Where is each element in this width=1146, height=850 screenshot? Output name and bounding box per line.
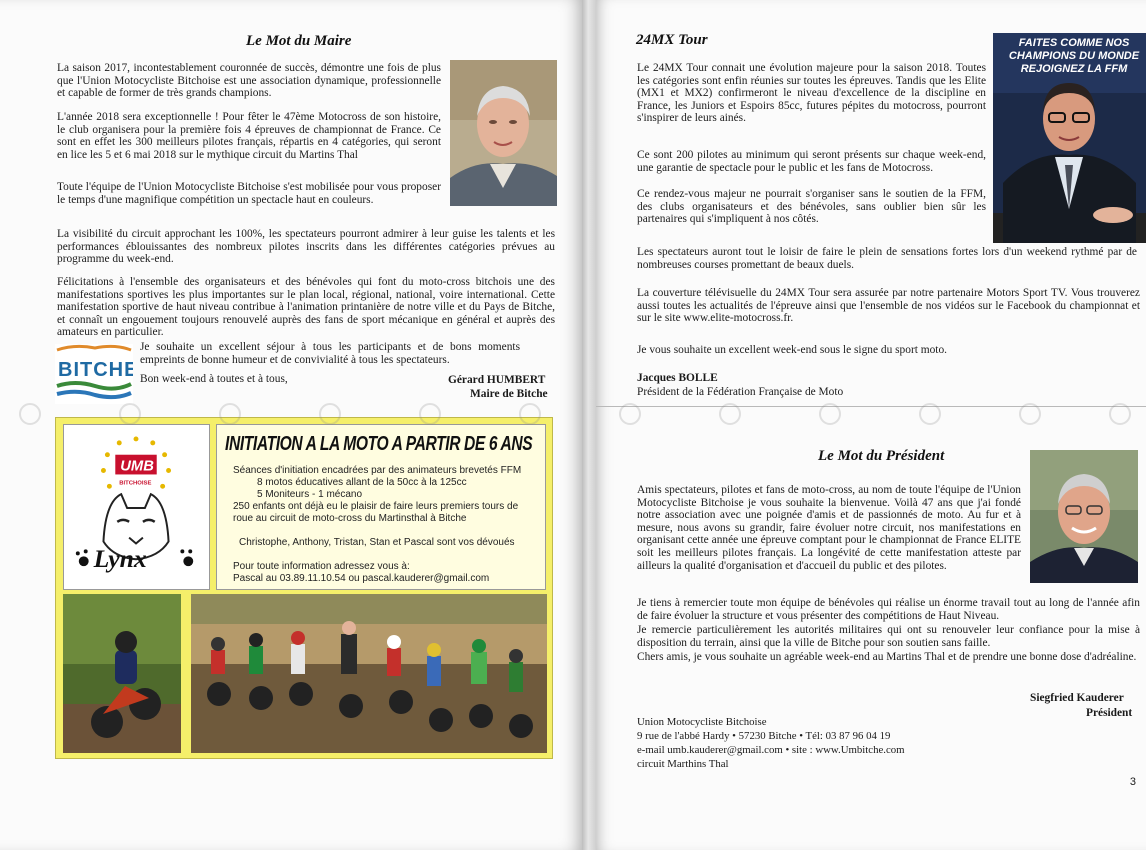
tour-paragraph-4: Les spectateurs auront tout le loisir de faire le plein de sensations fortes lors d'un weekend rythmé par de nombreuses courses promettant de beaux duels. <box>637 246 1137 271</box>
tour-role: Président de la Fédération Française de Moto <box>637 386 844 398</box>
club-contact: e-mail umb.kauderer@gmail.com • site : www.Umbitche.com <box>637 744 905 756</box>
maire-paragraph-2: L'année 2018 sera exceptionnelle ! Pour fêter le 47ème Motocross de son histoire, le club organisera pour la première fois 4 épreuves de championnat de France. Ce sont en effet les 300 meilleurs pilotes français, répartis en 4 catégories, qui seront en lice les 5 et 6 mai 2018 sur le mythique circuit du Martins Thal <box>57 111 441 161</box>
tour-signer: Jacques BOLLE <box>637 372 718 384</box>
club-circuit: circuit Marthins Thal <box>637 758 729 770</box>
president-paragraph-2: Je tiens à remercier toute mon équipe de bénévoles qui réalise un énorme travail tout au long de l'année afin de faire évoluer la structure et vous présenter des compétitions de Haut Niveau. <box>637 597 1140 622</box>
maire-role: Maire de Bitche <box>470 388 548 400</box>
tour-paragraph-1: Le 24MX Tour connait une évolution majeure pour la saison 2018. Toutes les catégories sont enfin réunies sur toutes les épreuves. Tandis que les Elite (MX1 et MX2) confirmeront le niveau d'excellence de la discipline en France, les Juniors et Espoirs 85cc, futures pépites du motocross, pourront s'inspirer de leurs ainés. <box>637 62 986 125</box>
page-number: 3 <box>1129 776 1136 788</box>
kids-motocross-group-photo <box>191 594 547 753</box>
motocross-rider-photo <box>63 594 181 753</box>
umb-logo-text: UMB <box>120 458 154 475</box>
tour-heading: 24MX Tour <box>636 32 708 48</box>
ffm-banner-text: FAITES COMME NOS CHAMPIONS DU MONDE REJOIGNEZ LA FFM <box>1008 37 1140 75</box>
bitche-logo <box>55 344 133 404</box>
initiation-ad <box>55 417 553 759</box>
president-paragraph-3: Je remercie particulièrement les autorités militaires qui ont su renouveler leur confiance pour la mise à disposition du terrain, ainsi que la ville de Bitche pour son soutien sans faille. <box>637 624 1140 649</box>
president-signer: Siegfried Kauderer <box>1030 692 1124 704</box>
bitche-logo-text: BITCHE <box>58 359 133 381</box>
ad-line-1: Séances d'initiation encadrées par des animateurs brevetés FFM <box>233 465 522 476</box>
ad-text-panel <box>216 424 546 590</box>
ffm-president-photo <box>993 33 1146 243</box>
ad-contact-line: Pascal au 03.89.11.10.54 ou pascal.kauderer@gmail.com <box>233 573 490 584</box>
ad-line-7: Pour toute information adressez vous à: <box>233 561 410 572</box>
president-heading: Le Mot du Président <box>818 448 945 464</box>
section-divider <box>596 406 1146 407</box>
right-page <box>596 0 1146 850</box>
ad-line-4: 250 enfants ont déjà eu le plaisir de faire leurs premiers tours de <box>233 501 519 512</box>
president-role: Président <box>1086 707 1133 719</box>
umb-lynx-logo <box>63 424 210 590</box>
tour-paragraph-5: La couverture télévisuelle du 24MX Tour sera assurée par notre partenaire Motors Sport TV. Vous trouverez aussi toutes les actualités de l'épreuve ainsi que l'ensemble de nos vidéos sur le Facebook du championnat et sur le site www.elite-motocross.fr. <box>637 287 1140 325</box>
tour-paragraph-3: Ce rendez-vous majeur ne pourrait s'organiser sans le soutien de la FFM, des clubs organisateurs et des bénévoles, sans oublier bien sûr les partenaires qui s'impliquent à nos côtés. <box>637 188 986 226</box>
maire-signer: Gérard HUMBERT <box>448 374 546 386</box>
maire-heading: Le Mot du Maire <box>246 33 352 49</box>
maire-paragraph-5: Félicitations à l'ensemble des organisateurs et des bénévoles qui font du moto-cross bitchois une des manifestations sportives les plus importantes sur le plan local, régional, national, voire international. Cette manifestation sportive de haut niveau contribue à l'animation printanière de notre ville et du Pays de Bitche, et connaît un engouement toujours renouvelé auprès des fans de sport mécanique en général et auprès des amateurs en particulier. <box>57 276 555 339</box>
maire-paragraph-4: La visibilité du circuit approchant les 100%, les spectateurs pourront admirer à leur guise les talents et les performances éblouissantes des nombreux pilotes inscrits dans les différentes catégories prévues au programme du week-end. <box>57 228 555 266</box>
tour-paragraph-6: Je vous souhaite un excellent week-end sous le signe du sport moto. <box>637 344 948 356</box>
club-president-photo <box>1030 450 1138 583</box>
ad-line-5: roue au circuit de moto-cross du Martinsthal à Bitche <box>233 513 467 524</box>
lynx-logo-text: Lynx <box>93 544 147 574</box>
ad-line-6: Christophe, Anthony, Tristan, Stan et Pascal sont vos dévoués <box>239 537 515 548</box>
ad-line-3: 5 Moniteurs - 1 mécano <box>257 489 363 500</box>
ad-title: INITIATION A LA MOTO A PARTIR DE 6 ANS <box>225 433 533 455</box>
book-gutter <box>582 0 596 850</box>
club-address: 9 rue de l'abbé Hardy • 57230 Bitche • Tél: 03 87 96 04 19 <box>637 730 891 742</box>
president-paragraph-4: Chers amis, je vous souhaite un agréable week-end au Martins Thal et de prendre une bonne dose d'adréaline. <box>637 651 1137 663</box>
club-name: Union Motocycliste Bitchoise <box>637 716 767 728</box>
maire-paragraph-6: Je souhaite un excellent séjour à tous les participants et de bons moments empreints de bonne humeur et de convivialité à tous les spectateurs. <box>140 341 520 366</box>
ad-line-2: 8 motos éducatives allant de la 50cc à la 125cc <box>257 477 467 488</box>
maire-paragraph-1: La saison 2017, incontestablement couronnée de succès, démontre une fois de plus que l'Union Motocycliste Bitchoise est une association dynamique, professionnelle et capable de former de très grands champions. <box>57 62 441 100</box>
mayor-photo <box>450 60 557 206</box>
umb-logo-sub: BITCHOISE <box>119 480 152 487</box>
tour-paragraph-2: Ce sont 200 pilotes au minimum qui seront présents sur chaque week-end, une garantie de spectacle pour le public et les fans de Motocross. <box>637 149 986 174</box>
maire-paragraph-7: Bon week-end à toutes et à tous, <box>140 373 288 385</box>
maire-paragraph-3: Toute l'équipe de l'Union Motocycliste Bitchoise s'est mobilisée pour vous proposer le temps d'une magnifique compétition un spectacle haut en couleurs. <box>57 181 441 206</box>
president-paragraph-1: Amis spectateurs, pilotes et fans de moto-cross, au nom de toute l'équipe de l'Union Motocycliste Bitchoise je vous souhaite la bienvenue. Voilà 47 ans que j'ai fondé notre association avec une poignée d'amis et de passionnés de moto. Au fur et à mesure, nous avons su grandir, faire évoluer notre circuit, nos manifestations en organisant cette année une épreuve comptant pour le championnat de France ELITE soit les meilleurs pilotes français. La longévité de cette manifestation atteste par ailleurs la qualité d'organisation et d'accueil du public et des pilotes. <box>637 484 1021 572</box>
